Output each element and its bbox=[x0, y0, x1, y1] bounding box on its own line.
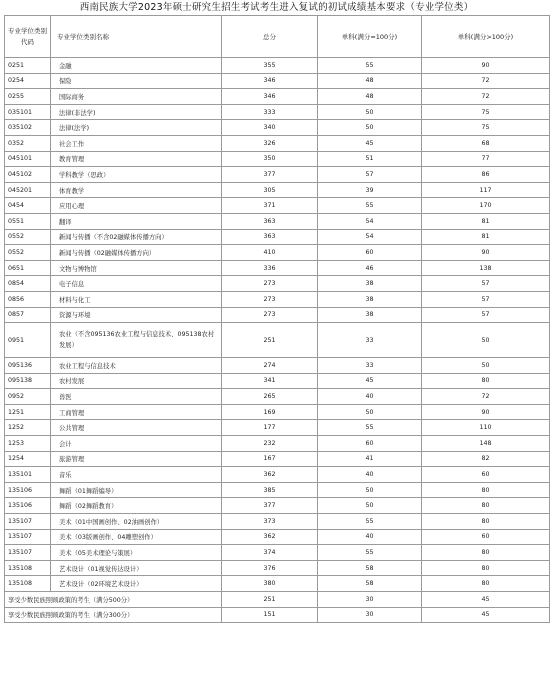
code-cell: 045201 bbox=[5, 182, 51, 198]
single-gt100-cell: 90 bbox=[422, 245, 550, 261]
table-row bbox=[5, 560, 550, 576]
name-cell: 法律(法学) bbox=[51, 120, 222, 136]
total-cell: 410 bbox=[222, 245, 318, 261]
header-single-gt100: 单科(满分>100分) bbox=[422, 16, 550, 58]
single-gt100-cell: 90 bbox=[422, 404, 550, 420]
single-gt100-cell: 80 bbox=[422, 482, 550, 498]
code-cell: 0552 bbox=[5, 229, 51, 245]
name-cell: 文物与博物馆 bbox=[51, 260, 222, 276]
single-100-cell: 39 bbox=[318, 182, 422, 198]
total-cell: 371 bbox=[222, 198, 318, 214]
single-100-cell: 38 bbox=[318, 307, 422, 323]
name-cell: 翻译 bbox=[51, 213, 222, 229]
single-100-cell: 55 bbox=[318, 198, 422, 214]
table-row bbox=[5, 151, 550, 167]
code-cell: 135108 bbox=[5, 576, 51, 592]
name-cell: 农业工程与信息技术 bbox=[51, 358, 222, 374]
single-100-cell: 50 bbox=[318, 404, 422, 420]
single-100-cell: 50 bbox=[318, 498, 422, 514]
single-100-cell: 54 bbox=[318, 229, 422, 245]
table-row bbox=[5, 89, 550, 105]
table-row bbox=[5, 467, 550, 483]
total-cell: 377 bbox=[222, 498, 318, 514]
name-cell: 法律(非法学) bbox=[51, 104, 222, 120]
name-cell: 工商管理 bbox=[51, 404, 222, 420]
table-row bbox=[5, 323, 550, 358]
single-100-cell: 38 bbox=[318, 276, 422, 292]
name-cell: 音乐 bbox=[51, 467, 222, 483]
single-gt100-cell: 60 bbox=[422, 467, 550, 483]
single-gt100-cell: 57 bbox=[422, 291, 550, 307]
total-cell: 273 bbox=[222, 276, 318, 292]
table-row bbox=[5, 58, 550, 74]
single-gt100-cell: 110 bbox=[422, 420, 550, 436]
total-cell: 374 bbox=[222, 545, 318, 561]
table-row bbox=[5, 498, 550, 514]
name-cell: 美术（05美术理论与策展） bbox=[51, 545, 222, 561]
single-gt100-cell: 80 bbox=[422, 514, 550, 530]
single-gt100-cell: 68 bbox=[422, 135, 550, 151]
name-cell: 金融 bbox=[51, 58, 222, 74]
table-row bbox=[5, 545, 550, 561]
header-name: 专业学位类别名称 bbox=[51, 16, 222, 58]
single-100-cell: 58 bbox=[318, 560, 422, 576]
total-cell: 251 bbox=[222, 323, 318, 358]
total-cell: 177 bbox=[222, 420, 318, 436]
name-cell: 旅游管理 bbox=[51, 451, 222, 467]
code-cell: 0856 bbox=[5, 291, 51, 307]
name-cell: 材料与化工 bbox=[51, 291, 222, 307]
name-cell: 新闻与传播（02融媒体传播方向） bbox=[51, 245, 222, 261]
single-gt100-cell: 57 bbox=[422, 276, 550, 292]
name-cell: 艺术设计（01视觉传达设计） bbox=[51, 560, 222, 576]
row-label-cell: 享受少数民族照顾政策的考生（满分300分） bbox=[5, 607, 222, 623]
total-cell: 274 bbox=[222, 358, 318, 374]
code-cell: 135101 bbox=[5, 467, 51, 483]
total-cell: 385 bbox=[222, 482, 318, 498]
single-100-cell: 45 bbox=[318, 373, 422, 389]
table-row bbox=[5, 514, 550, 530]
name-cell: 社会工作 bbox=[51, 135, 222, 151]
single-100-cell: 33 bbox=[318, 358, 422, 374]
total-cell: 265 bbox=[222, 389, 318, 405]
table-row bbox=[5, 73, 550, 89]
name-cell: 美术（03版画创作、04雕塑创作） bbox=[51, 529, 222, 545]
code-cell: 0857 bbox=[5, 307, 51, 323]
single-100-cell: 41 bbox=[318, 451, 422, 467]
single-100-cell: 40 bbox=[318, 529, 422, 545]
table-row bbox=[5, 120, 550, 136]
code-cell: 0951 bbox=[5, 323, 51, 358]
single-100-cell: 50 bbox=[318, 104, 422, 120]
name-cell: 应用心理 bbox=[51, 198, 222, 214]
table-row bbox=[5, 307, 550, 323]
single-100-cell: 30 bbox=[318, 607, 422, 623]
total-cell: 341 bbox=[222, 373, 318, 389]
single-100-cell: 33 bbox=[318, 323, 422, 358]
table-row bbox=[5, 420, 550, 436]
single-gt100-cell: 80 bbox=[422, 498, 550, 514]
table-row bbox=[5, 167, 550, 183]
total-cell: 377 bbox=[222, 167, 318, 183]
total-cell: 346 bbox=[222, 73, 318, 89]
single-100-cell: 40 bbox=[318, 467, 422, 483]
total-cell: 336 bbox=[222, 260, 318, 276]
single-gt100-cell: 60 bbox=[422, 529, 550, 545]
table-row bbox=[5, 182, 550, 198]
name-cell: 舞蹈（02舞蹈教育） bbox=[51, 498, 222, 514]
total-cell: 362 bbox=[222, 467, 318, 483]
code-cell: 135108 bbox=[5, 560, 51, 576]
table-row bbox=[5, 404, 550, 420]
header-total: 总分 bbox=[222, 16, 318, 58]
single-gt100-cell: 80 bbox=[422, 576, 550, 592]
name-cell: 学科教学（思政） bbox=[51, 167, 222, 183]
code-cell: 0254 bbox=[5, 73, 51, 89]
code-cell: 1253 bbox=[5, 436, 51, 452]
single-100-cell: 48 bbox=[318, 73, 422, 89]
table-row bbox=[5, 482, 550, 498]
single-gt100-cell: 50 bbox=[422, 358, 550, 374]
row-label-cell: 享受少数民族照顾政策的考生（满分500分） bbox=[5, 592, 222, 608]
header-code: 专业学位类别代码 bbox=[5, 16, 51, 58]
table-row bbox=[5, 245, 550, 261]
single-100-cell: 57 bbox=[318, 167, 422, 183]
name-cell: 农村发展 bbox=[51, 373, 222, 389]
single-100-cell: 40 bbox=[318, 389, 422, 405]
name-cell: 教育管理 bbox=[51, 151, 222, 167]
single-gt100-cell: 45 bbox=[422, 592, 550, 608]
name-cell: 舞蹈（01舞蹈编导） bbox=[51, 482, 222, 498]
code-cell: 0251 bbox=[5, 58, 51, 74]
single-gt100-cell: 80 bbox=[422, 373, 550, 389]
code-cell: 095136 bbox=[5, 358, 51, 374]
table-row bbox=[5, 592, 550, 608]
total-cell: 380 bbox=[222, 576, 318, 592]
name-cell: 农业（不含095136农业工程与信息技术、095138农村发展） bbox=[51, 323, 222, 358]
table-row bbox=[5, 260, 550, 276]
code-cell: 135107 bbox=[5, 545, 51, 561]
single-gt100-cell: 90 bbox=[422, 58, 550, 74]
name-cell: 国际商务 bbox=[51, 89, 222, 105]
single-gt100-cell: 148 bbox=[422, 436, 550, 452]
name-cell: 体育教学 bbox=[51, 182, 222, 198]
single-gt100-cell: 72 bbox=[422, 389, 550, 405]
code-cell: 035101 bbox=[5, 104, 51, 120]
single-gt100-cell: 80 bbox=[422, 545, 550, 561]
total-cell: 167 bbox=[222, 451, 318, 467]
table-row bbox=[5, 576, 550, 592]
code-cell: 035102 bbox=[5, 120, 51, 136]
single-gt100-cell: 72 bbox=[422, 73, 550, 89]
single-100-cell: 50 bbox=[318, 482, 422, 498]
total-cell: 151 bbox=[222, 607, 318, 623]
single-100-cell: 30 bbox=[318, 592, 422, 608]
name-cell: 资源与环境 bbox=[51, 307, 222, 323]
table-row bbox=[5, 451, 550, 467]
table-row bbox=[5, 198, 550, 214]
single-gt100-cell: 72 bbox=[422, 89, 550, 105]
total-cell: 340 bbox=[222, 120, 318, 136]
code-cell: 045102 bbox=[5, 167, 51, 183]
header-row bbox=[5, 16, 550, 58]
single-gt100-cell: 170 bbox=[422, 198, 550, 214]
name-cell: 公共管理 bbox=[51, 420, 222, 436]
code-cell: 0952 bbox=[5, 389, 51, 405]
name-cell: 电子信息 bbox=[51, 276, 222, 292]
total-cell: 362 bbox=[222, 529, 318, 545]
total-cell: 363 bbox=[222, 213, 318, 229]
single-100-cell: 58 bbox=[318, 576, 422, 592]
header-single-100: 单科(满分=100分) bbox=[318, 16, 422, 58]
single-gt100-cell: 86 bbox=[422, 167, 550, 183]
name-cell: 会计 bbox=[51, 436, 222, 452]
table-row bbox=[5, 104, 550, 120]
single-100-cell: 45 bbox=[318, 135, 422, 151]
single-100-cell: 60 bbox=[318, 436, 422, 452]
total-cell: 273 bbox=[222, 291, 318, 307]
table-row bbox=[5, 276, 550, 292]
table-row bbox=[5, 135, 550, 151]
table-row bbox=[5, 213, 550, 229]
single-100-cell: 51 bbox=[318, 151, 422, 167]
table-row bbox=[5, 229, 550, 245]
single-gt100-cell: 81 bbox=[422, 229, 550, 245]
total-cell: 333 bbox=[222, 104, 318, 120]
total-cell: 273 bbox=[222, 307, 318, 323]
single-100-cell: 38 bbox=[318, 291, 422, 307]
total-cell: 305 bbox=[222, 182, 318, 198]
single-gt100-cell: 80 bbox=[422, 560, 550, 576]
name-cell: 美术（01中国画创作、02油画创作） bbox=[51, 514, 222, 530]
name-cell: 新闻与传播（不含02融媒体传播方向） bbox=[51, 229, 222, 245]
code-cell: 135106 bbox=[5, 498, 51, 514]
single-100-cell: 48 bbox=[318, 89, 422, 105]
code-cell: 1254 bbox=[5, 451, 51, 467]
table-body bbox=[5, 58, 550, 623]
single-gt100-cell: 117 bbox=[422, 182, 550, 198]
single-100-cell: 55 bbox=[318, 545, 422, 561]
name-cell: 兽医 bbox=[51, 389, 222, 405]
code-cell: 0255 bbox=[5, 89, 51, 105]
single-gt100-cell: 77 bbox=[422, 151, 550, 167]
single-100-cell: 55 bbox=[318, 514, 422, 530]
code-cell: 095138 bbox=[5, 373, 51, 389]
single-100-cell: 55 bbox=[318, 420, 422, 436]
single-gt100-cell: 82 bbox=[422, 451, 550, 467]
single-100-cell: 60 bbox=[318, 245, 422, 261]
total-cell: 355 bbox=[222, 58, 318, 74]
table-row bbox=[5, 373, 550, 389]
code-cell: 135106 bbox=[5, 482, 51, 498]
name-cell: 艺术设计（02环境艺术设计） bbox=[51, 576, 222, 592]
code-cell: 0454 bbox=[5, 198, 51, 214]
table-row bbox=[5, 607, 550, 623]
table-row bbox=[5, 436, 550, 452]
total-cell: 232 bbox=[222, 436, 318, 452]
code-cell: 045101 bbox=[5, 151, 51, 167]
single-gt100-cell: 50 bbox=[422, 323, 550, 358]
table-row bbox=[5, 358, 550, 374]
name-cell: 保险 bbox=[51, 73, 222, 89]
code-cell: 1251 bbox=[5, 404, 51, 420]
single-100-cell: 46 bbox=[318, 260, 422, 276]
single-gt100-cell: 75 bbox=[422, 120, 550, 136]
single-100-cell: 55 bbox=[318, 58, 422, 74]
single-gt100-cell: 45 bbox=[422, 607, 550, 623]
total-cell: 251 bbox=[222, 592, 318, 608]
code-cell: 0854 bbox=[5, 276, 51, 292]
total-cell: 326 bbox=[222, 135, 318, 151]
page-title: 西南民族大学2023年硕士研究生招生考试考生进入复试的初试成绩基本要求（专业学位类） bbox=[79, 2, 474, 13]
total-cell: 169 bbox=[222, 404, 318, 420]
code-cell: 0651 bbox=[5, 260, 51, 276]
total-cell: 373 bbox=[222, 514, 318, 530]
single-gt100-cell: 57 bbox=[422, 307, 550, 323]
code-cell: 135107 bbox=[5, 529, 51, 545]
code-cell: 0552 bbox=[5, 245, 51, 261]
code-cell: 0551 bbox=[5, 213, 51, 229]
table-row bbox=[5, 389, 550, 405]
score-requirements-table bbox=[4, 15, 550, 623]
table-row bbox=[5, 529, 550, 545]
code-cell: 0352 bbox=[5, 135, 51, 151]
single-gt100-cell: 138 bbox=[422, 260, 550, 276]
single-gt100-cell: 75 bbox=[422, 104, 550, 120]
code-cell: 135107 bbox=[5, 514, 51, 530]
total-cell: 350 bbox=[222, 151, 318, 167]
single-gt100-cell: 81 bbox=[422, 213, 550, 229]
total-cell: 363 bbox=[222, 229, 318, 245]
total-cell: 376 bbox=[222, 560, 318, 576]
single-100-cell: 54 bbox=[318, 213, 422, 229]
table-row bbox=[5, 291, 550, 307]
total-cell: 346 bbox=[222, 89, 318, 105]
single-100-cell: 50 bbox=[318, 120, 422, 136]
code-cell: 1252 bbox=[5, 420, 51, 436]
